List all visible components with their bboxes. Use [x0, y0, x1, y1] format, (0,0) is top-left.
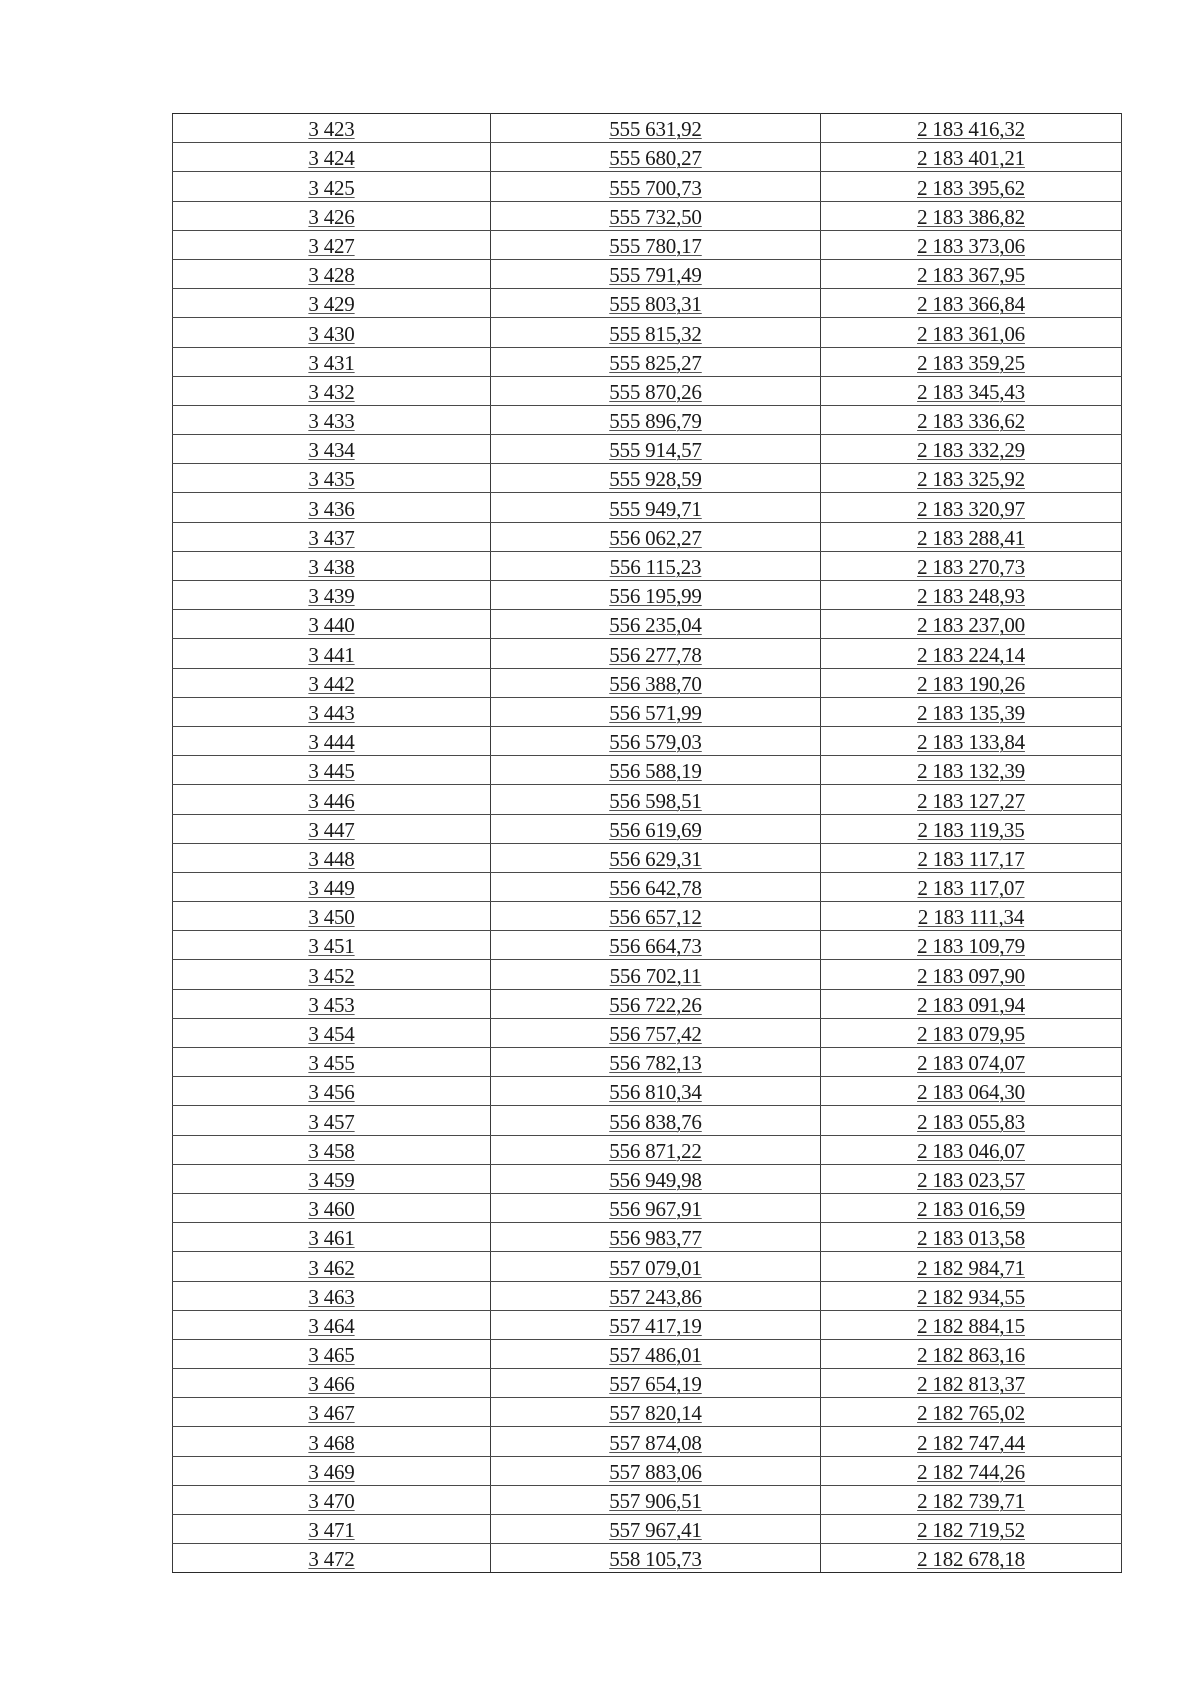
point-number-cell: 3 455: [173, 1048, 491, 1077]
x-coordinate-cell: 555 680,27: [491, 143, 821, 172]
x-coordinate-cell: 556 702,11: [491, 960, 821, 989]
table-row: [173, 726, 1122, 755]
table-row: [173, 405, 1122, 434]
x-coordinate-cell: 555 914,57: [491, 435, 821, 464]
point-number-cell: 3 449: [173, 872, 491, 901]
y-coordinate-cell: 2 183 224,14: [821, 639, 1122, 668]
table-row: [173, 347, 1122, 376]
point-number-cell: 3 458: [173, 1135, 491, 1164]
y-coordinate-cell: 2 183 016,59: [821, 1193, 1122, 1222]
y-coordinate-cell: 2 183 359,25: [821, 347, 1122, 376]
x-coordinate-cell: 557 883,06: [491, 1456, 821, 1485]
y-coordinate-cell: 2 183 248,93: [821, 581, 1122, 610]
table-row: [173, 259, 1122, 288]
point-number-cell: 3 465: [173, 1339, 491, 1368]
x-coordinate-cell: 555 825,27: [491, 347, 821, 376]
x-coordinate-cell: 555 700,73: [491, 172, 821, 201]
point-number-cell: 3 471: [173, 1515, 491, 1544]
point-number-cell: 3 438: [173, 551, 491, 580]
x-coordinate-cell: 556 629,31: [491, 843, 821, 872]
point-number-cell: 3 454: [173, 1018, 491, 1047]
table-row: [173, 1164, 1122, 1193]
x-coordinate-cell: 556 235,04: [491, 610, 821, 639]
y-coordinate-cell: 2 182 719,52: [821, 1515, 1122, 1544]
point-number-cell: 3 430: [173, 318, 491, 347]
y-coordinate-cell: 2 182 678,18: [821, 1544, 1122, 1573]
point-number-cell: 3 464: [173, 1310, 491, 1339]
table-row: [173, 1281, 1122, 1310]
y-coordinate-cell: 2 183 097,90: [821, 960, 1122, 989]
point-number-cell: 3 429: [173, 289, 491, 318]
y-coordinate-cell: 2 182 984,71: [821, 1252, 1122, 1281]
table-row: [173, 1427, 1122, 1456]
y-coordinate-cell: 2 182 739,71: [821, 1485, 1122, 1514]
y-coordinate-cell: 2 183 366,84: [821, 289, 1122, 318]
point-number-cell: 3 453: [173, 989, 491, 1018]
y-coordinate-cell: 2 183 270,73: [821, 551, 1122, 580]
x-coordinate-cell: 555 896,79: [491, 405, 821, 434]
y-coordinate-cell: 2 183 046,07: [821, 1135, 1122, 1164]
table-row: [173, 201, 1122, 230]
table-row: [173, 814, 1122, 843]
x-coordinate-cell: 556 664,73: [491, 931, 821, 960]
table-row: [173, 756, 1122, 785]
point-number-cell: 3 472: [173, 1544, 491, 1573]
x-coordinate-cell: 557 486,01: [491, 1339, 821, 1368]
point-number-cell: 3 424: [173, 143, 491, 172]
x-coordinate-cell: 556 115,23: [491, 551, 821, 580]
table-row: [173, 1310, 1122, 1339]
x-coordinate-cell: 557 967,41: [491, 1515, 821, 1544]
table-row: [173, 960, 1122, 989]
table-row: [173, 1018, 1122, 1047]
table-row: [173, 1223, 1122, 1252]
table-row: [173, 1544, 1122, 1573]
y-coordinate-cell: 2 183 325,92: [821, 464, 1122, 493]
x-coordinate-cell: 555 631,92: [491, 114, 821, 143]
point-number-cell: 3 452: [173, 960, 491, 989]
table-row: [173, 1515, 1122, 1544]
point-number-cell: 3 439: [173, 581, 491, 610]
point-number-cell: 3 442: [173, 668, 491, 697]
x-coordinate-cell: 557 079,01: [491, 1252, 821, 1281]
y-coordinate-cell: 2 183 117,17: [821, 843, 1122, 872]
point-number-cell: 3 468: [173, 1427, 491, 1456]
point-number-cell: 3 456: [173, 1077, 491, 1106]
point-number-cell: 3 431: [173, 347, 491, 376]
x-coordinate-cell: 556 062,27: [491, 522, 821, 551]
x-coordinate-cell: 556 967,91: [491, 1193, 821, 1222]
x-coordinate-cell: 556 579,03: [491, 726, 821, 755]
y-coordinate-cell: 2 183 386,82: [821, 201, 1122, 230]
y-coordinate-cell: 2 183 332,29: [821, 435, 1122, 464]
table-row: [173, 551, 1122, 580]
point-number-cell: 3 437: [173, 522, 491, 551]
table-row: [173, 581, 1122, 610]
point-number-cell: 3 443: [173, 697, 491, 726]
point-number-cell: 3 470: [173, 1485, 491, 1514]
point-number-cell: 3 450: [173, 902, 491, 931]
table-row: [173, 697, 1122, 726]
y-coordinate-cell: 2 183 237,00: [821, 610, 1122, 639]
y-coordinate-cell: 2 183 288,41: [821, 522, 1122, 551]
table-row: [173, 318, 1122, 347]
table-row: [173, 1048, 1122, 1077]
table-row: [173, 785, 1122, 814]
table-row: [173, 114, 1122, 143]
x-coordinate-cell: 556 810,34: [491, 1077, 821, 1106]
point-number-cell: 3 433: [173, 405, 491, 434]
x-coordinate-cell: 556 277,78: [491, 639, 821, 668]
point-number-cell: 3 445: [173, 756, 491, 785]
x-coordinate-cell: 557 417,19: [491, 1310, 821, 1339]
x-coordinate-cell: 557 654,19: [491, 1369, 821, 1398]
y-coordinate-cell: 2 182 863,16: [821, 1339, 1122, 1368]
point-number-cell: 3 440: [173, 610, 491, 639]
table-row: [173, 931, 1122, 960]
point-number-cell: 3 432: [173, 376, 491, 405]
point-number-cell: 3 425: [173, 172, 491, 201]
table-row: [173, 172, 1122, 201]
point-number-cell: 3 448: [173, 843, 491, 872]
point-number-cell: 3 459: [173, 1164, 491, 1193]
x-coordinate-cell: 555 791,49: [491, 259, 821, 288]
x-coordinate-cell: 556 722,26: [491, 989, 821, 1018]
table-row: [173, 464, 1122, 493]
point-number-cell: 3 460: [173, 1193, 491, 1222]
x-coordinate-cell: 557 906,51: [491, 1485, 821, 1514]
point-number-cell: 3 441: [173, 639, 491, 668]
table-row: [173, 230, 1122, 259]
x-coordinate-cell: 556 782,13: [491, 1048, 821, 1077]
point-number-cell: 3 428: [173, 259, 491, 288]
x-coordinate-cell: 556 871,22: [491, 1135, 821, 1164]
x-coordinate-cell: 555 928,59: [491, 464, 821, 493]
x-coordinate-cell: 555 870,26: [491, 376, 821, 405]
x-coordinate-cell: 555 780,17: [491, 230, 821, 259]
x-coordinate-cell: 556 949,98: [491, 1164, 821, 1193]
y-coordinate-cell: 2 183 117,07: [821, 872, 1122, 901]
y-coordinate-cell: 2 182 884,15: [821, 1310, 1122, 1339]
point-number-cell: 3 462: [173, 1252, 491, 1281]
y-coordinate-cell: 2 183 111,34: [821, 902, 1122, 931]
table-row: [173, 1077, 1122, 1106]
y-coordinate-cell: 2 183 074,07: [821, 1048, 1122, 1077]
table-row: [173, 435, 1122, 464]
x-coordinate-cell: 556 983,77: [491, 1223, 821, 1252]
x-coordinate-cell: 556 598,51: [491, 785, 821, 814]
y-coordinate-cell: 2 182 813,37: [821, 1369, 1122, 1398]
point-number-cell: 3 435: [173, 464, 491, 493]
y-coordinate-cell: 2 183 320,97: [821, 493, 1122, 522]
point-number-cell: 3 467: [173, 1398, 491, 1427]
table-row: [173, 1193, 1122, 1222]
x-coordinate-cell: 555 949,71: [491, 493, 821, 522]
y-coordinate-cell: 2 183 091,94: [821, 989, 1122, 1018]
y-coordinate-cell: 2 182 934,55: [821, 1281, 1122, 1310]
table-row: [173, 668, 1122, 697]
y-coordinate-cell: 2 183 395,62: [821, 172, 1122, 201]
y-coordinate-cell: 2 183 401,21: [821, 143, 1122, 172]
table-row: [173, 639, 1122, 668]
y-coordinate-cell: 2 183 064,30: [821, 1077, 1122, 1106]
x-coordinate-cell: 556 619,69: [491, 814, 821, 843]
y-coordinate-cell: 2 183 013,58: [821, 1223, 1122, 1252]
point-number-cell: 3 444: [173, 726, 491, 755]
point-number-cell: 3 436: [173, 493, 491, 522]
y-coordinate-cell: 2 183 055,83: [821, 1106, 1122, 1135]
x-coordinate-cell: 557 820,14: [491, 1398, 821, 1427]
x-coordinate-cell: 556 757,42: [491, 1018, 821, 1047]
y-coordinate-cell: 2 183 135,39: [821, 697, 1122, 726]
y-coordinate-cell: 2 183 133,84: [821, 726, 1122, 755]
x-coordinate-cell: 556 195,99: [491, 581, 821, 610]
y-coordinate-cell: 2 182 747,44: [821, 1427, 1122, 1456]
table-row: [173, 1398, 1122, 1427]
table-row: [173, 1339, 1122, 1368]
table-row: [173, 610, 1122, 639]
point-number-cell: 3 466: [173, 1369, 491, 1398]
table-row: [173, 902, 1122, 931]
table-row: [173, 843, 1122, 872]
y-coordinate-cell: 2 183 367,95: [821, 259, 1122, 288]
y-coordinate-cell: 2 182 744,26: [821, 1456, 1122, 1485]
point-number-cell: 3 457: [173, 1106, 491, 1135]
coordinates-table-body: [173, 114, 1122, 1573]
x-coordinate-cell: 556 838,76: [491, 1106, 821, 1135]
y-coordinate-cell: 2 183 023,57: [821, 1164, 1122, 1193]
table-row: [173, 1106, 1122, 1135]
coordinates-table: [172, 113, 1122, 1573]
x-coordinate-cell: 556 588,19: [491, 756, 821, 785]
table-row: [173, 989, 1122, 1018]
y-coordinate-cell: 2 183 119,35: [821, 814, 1122, 843]
y-coordinate-cell: 2 183 109,79: [821, 931, 1122, 960]
y-coordinate-cell: 2 183 079,95: [821, 1018, 1122, 1047]
y-coordinate-cell: 2 183 127,27: [821, 785, 1122, 814]
x-coordinate-cell: 557 874,08: [491, 1427, 821, 1456]
point-number-cell: 3 426: [173, 201, 491, 230]
y-coordinate-cell: 2 183 373,06: [821, 230, 1122, 259]
point-number-cell: 3 451: [173, 931, 491, 960]
table-row: [173, 493, 1122, 522]
x-coordinate-cell: 556 571,99: [491, 697, 821, 726]
y-coordinate-cell: 2 183 190,26: [821, 668, 1122, 697]
y-coordinate-cell: 2 183 416,32: [821, 114, 1122, 143]
table-row: [173, 522, 1122, 551]
table-row: [173, 289, 1122, 318]
point-number-cell: 3 423: [173, 114, 491, 143]
table-row: [173, 1252, 1122, 1281]
x-coordinate-cell: 555 803,31: [491, 289, 821, 318]
table-row: [173, 1369, 1122, 1398]
x-coordinate-cell: 557 243,86: [491, 1281, 821, 1310]
table-row: [173, 143, 1122, 172]
x-coordinate-cell: 555 732,50: [491, 201, 821, 230]
point-number-cell: 3 463: [173, 1281, 491, 1310]
x-coordinate-cell: 556 388,70: [491, 668, 821, 697]
y-coordinate-cell: 2 183 361,06: [821, 318, 1122, 347]
point-number-cell: 3 427: [173, 230, 491, 259]
y-coordinate-cell: 2 183 345,43: [821, 376, 1122, 405]
table-row: [173, 1135, 1122, 1164]
y-coordinate-cell: 2 183 336,62: [821, 405, 1122, 434]
x-coordinate-cell: 556 657,12: [491, 902, 821, 931]
table-row: [173, 376, 1122, 405]
y-coordinate-cell: 2 183 132,39: [821, 756, 1122, 785]
x-coordinate-cell: 556 642,78: [491, 872, 821, 901]
point-number-cell: 3 446: [173, 785, 491, 814]
table-row: [173, 1456, 1122, 1485]
point-number-cell: 3 434: [173, 435, 491, 464]
table-row: [173, 872, 1122, 901]
point-number-cell: 3 447: [173, 814, 491, 843]
point-number-cell: 3 461: [173, 1223, 491, 1252]
point-number-cell: 3 469: [173, 1456, 491, 1485]
x-coordinate-cell: 555 815,32: [491, 318, 821, 347]
x-coordinate-cell: 558 105,73: [491, 1544, 821, 1573]
table-row: [173, 1485, 1122, 1514]
y-coordinate-cell: 2 182 765,02: [821, 1398, 1122, 1427]
